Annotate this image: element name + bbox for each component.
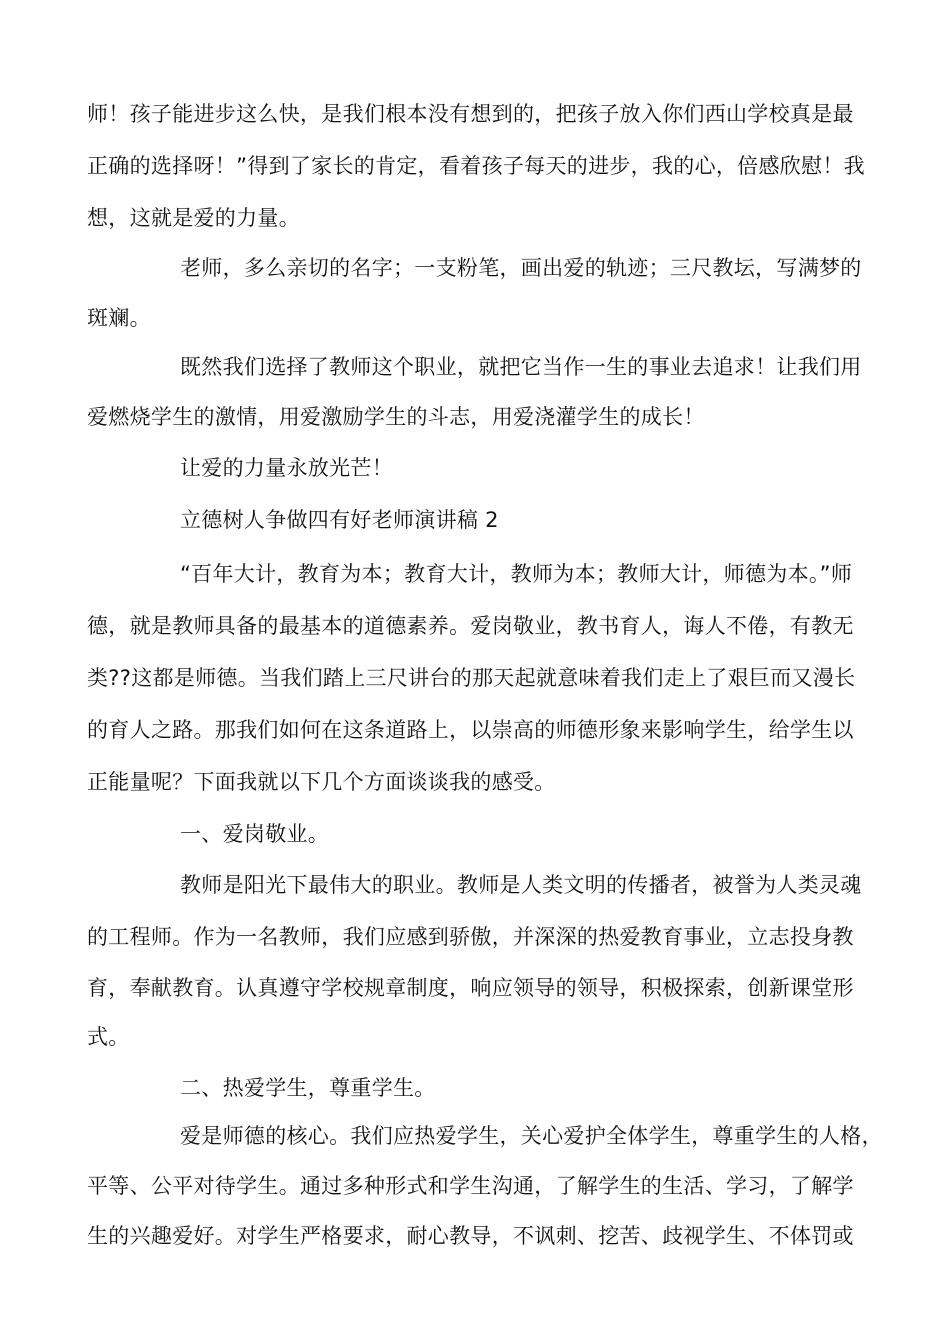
text-line: 育，奉献教育。认真遵守学校规章制度，响应领导的领导，积极探索，创新课堂形 — [87, 976, 854, 1000]
text-line: 师！孩子能进步这么快，是我们根本没有想到的，把孩子放入你们西山学校真是最 — [87, 102, 854, 126]
text-line: 式。 — [87, 1025, 130, 1049]
text-line: 正确的选择呀！”得到了家长的肯定，看着孩子每天的进步，我的心，倍感欣慰！我 — [87, 154, 865, 178]
text-line: 的育人之路。那我们如何在这条道路上，以崇高的师德形象来影响学生，给学生以 — [87, 718, 854, 742]
text-line: 斑斓。 — [87, 306, 151, 330]
subheading: 一、爱岗敬业。 — [180, 822, 330, 846]
text-line: 让爱的力量永放光芒！ — [180, 456, 393, 480]
text-line: 德，就是教师具备的最基本的道德素养。爱岗敬业，教书育人，诲人不倦，有教无 — [87, 614, 854, 638]
text-line: 类??这都是师德。当我们踏上三尺讲台的那天起就意味着我们走上了艰巨而又漫长 — [87, 666, 856, 690]
text-line: 爱是师德的核心。我们应热爱学生，关心爱护全体学生，尊重学生的人格， — [180, 1124, 883, 1148]
text-line: 老师，多么亲切的名字；一支粉笔，画出爱的轨迹；三尺教坛，写满梦的 — [180, 256, 862, 280]
text-line: “百年大计，教育为本；教育大计，教师为本；教师大计，师德为本。”师 — [180, 562, 853, 586]
text-line: 教师是阳光下最伟大的职业。教师是人类文明的传播者，被誉为人类灵魂 — [180, 873, 862, 897]
text-line: 平等、公平对待学生。通过多种形式和学生沟通，了解学生的生活、学习，了解学 — [87, 1174, 854, 1198]
section-title: 立德树人争做四有好老师演讲稿 2 — [180, 508, 499, 532]
text-line: 既然我们选择了教师这个职业，就把它当作一生的事业去追求！让我们用 — [180, 355, 862, 379]
text-line: 生的兴趣爱好。对学生严格要求，耐心教导，不讽刺、挖苦、歧视学生、不体罚或 — [87, 1224, 854, 1248]
text-line: 爱燃烧学生的激情，用爱激励学生的斗志，用爱浇灌学生的成长！ — [87, 405, 705, 429]
subheading: 二、热爱学生，尊重学生。 — [180, 1076, 436, 1100]
text-line: 的工程师。作为一名教师，我们应感到骄傲，并深深的热爱教育事业，立志投身教 — [87, 925, 854, 949]
text-line: 想，这就是爱的力量。 — [87, 206, 300, 230]
text-line: 正能量呢？下面我就以下几个方面谈谈我的感受。 — [87, 770, 556, 794]
